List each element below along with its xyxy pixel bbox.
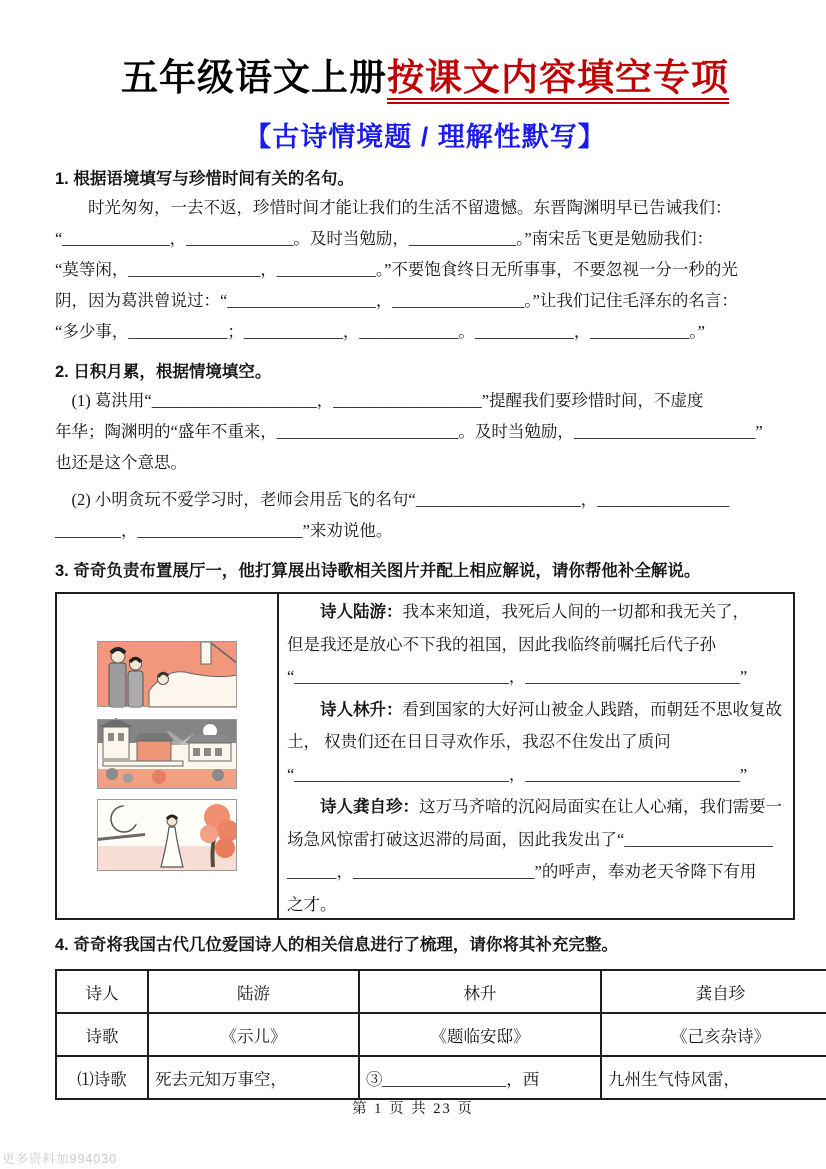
- page-number-footer: 第 1 页 共 23 页: [352, 1101, 474, 1117]
- q1-line-2: “_____________，_____________。及时当勉励，_____________。”南宋岳飞更是勉励我们：: [55, 229, 714, 249]
- poets-table-poem-row: [56, 1013, 826, 1056]
- exhibit-text-cell: [279, 594, 793, 918]
- poet-gongzizhen-line-4: 之才。: [287, 894, 337, 914]
- q2-item1-line-2: 年华；陶渊明的“盛年不重来，______________________。及时当勉励，______________________”: [55, 422, 763, 442]
- poet-gongzizhen-line-2: 场急风惊雷打破这迟滞的局面，因此我发出了“__________________: [287, 829, 773, 849]
- poet-gongzizhen-label: 诗人龚自珍：: [320, 798, 419, 817]
- q1-line-3: “莫等闲，________________，____________。”不要饱食终日无所事事，不要忽视一分一秒的光: [55, 260, 738, 280]
- q2-item2-line-2: ________，____________________”来劝说他。: [55, 521, 393, 541]
- poets-table-cell: 诗人: [56, 970, 148, 1013]
- question-1-heading: 1. 根据语境填写与珍惜时间有关的名句。: [55, 170, 354, 189]
- poets-table-cell: 《题临安邸》: [359, 1013, 601, 1056]
- q1-line-4: 阴，因为葛洪曾说过：“__________________，________________。”让我们记住毛泽东的名言：: [55, 291, 738, 311]
- poet-linsheng-blank-line: “__________________________，__________________________”: [287, 764, 748, 784]
- poets-table-cell: 《己亥杂诗》: [601, 1013, 826, 1056]
- poets-table-cell: 《示儿》: [148, 1013, 359, 1056]
- poets-table-verse-row: [56, 1056, 826, 1099]
- poet-gongzizhen-line-3: ______，______________________”的呼声，奉劝老天爷降下有用: [287, 862, 757, 882]
- document-subtitle: 【古诗情境题 / 理解性默写】: [244, 122, 606, 153]
- poets-table: [55, 969, 826, 1100]
- exhibit-image-cell: [57, 594, 279, 918]
- document-title: [55, 56, 795, 100]
- poet-linsheng-line-1: 诗人林升：看到国家的大好河山被金人践踏，而朝廷不思收复故: [320, 699, 782, 719]
- exhibit-table: [55, 592, 795, 920]
- poets-table-cell: ⑴诗歌: [56, 1056, 148, 1099]
- poet-linsheng-label: 诗人林升：: [320, 700, 403, 719]
- poets-table-cell: 九州生气恃风雷，: [601, 1056, 826, 1099]
- q1-line-5: “多少事，____________；____________，____________。____________，____________。”: [55, 322, 705, 342]
- poets-table-cell: ③_______________，西: [359, 1056, 601, 1099]
- city-lake-scene-panel: [97, 718, 237, 789]
- riverside-figure-scene-panel: [97, 799, 237, 871]
- poet-linsheng-line-2: 土， 权贵们还在日日寻欢作乐，我忍不住发出了质问: [287, 732, 671, 752]
- poets-table-cell: 龚自珍: [601, 970, 826, 1013]
- poem-illustration: [97, 641, 237, 871]
- poets-table-header-row: [56, 970, 826, 1013]
- q2-item2-line-1: (2) 小明贪玩不爱学习时，老师会用岳飞的名句“____________________，________________: [71, 490, 730, 510]
- poet-gongzizhen-line-1: 诗人龚自珍：这万马齐喑的沉闷局面实在让人心痛，我们需要一: [320, 797, 782, 817]
- poets-table-cell: 诗歌: [56, 1013, 148, 1056]
- poet-luyou-blank-line: “__________________________，__________________________”: [287, 667, 748, 687]
- poets-table-cell: 林升: [359, 970, 601, 1013]
- poet-luyou-label: 诗人陆游：: [320, 603, 403, 622]
- deathbed-scene-panel: [97, 641, 237, 707]
- question-2-heading: 2. 日积月累，根据情境填空。: [55, 363, 272, 382]
- poet-luyou-line-1: 诗人陆游：我本来知道，我死后人间的一切都和我无关了，: [320, 602, 749, 622]
- question-3-heading: 3. 奇奇负责布置展厅一，他打算展出诗歌相关图片并配上相应解说，请你帮他补全解说。: [55, 562, 701, 581]
- title-topic-part: 按课文内容填空专项: [387, 57, 729, 104]
- q2-item1-line-1: (1) 葛洪用“____________________，__________________”提醒我们要珍惜时间，不虚度: [71, 391, 704, 411]
- title-grade-part: 五年级语文上册: [121, 57, 387, 98]
- q1-line-1: 时光匆匆，一去不返，珍惜时间才能让我们的生活不留遗憾。东晋陶渊明早已告诫我们：: [88, 198, 732, 218]
- poets-table-cell: 陆游: [148, 970, 359, 1013]
- question-4-heading: 4. 奇奇将我国古代几位爱国诗人的相关信息进行了梳理，请你将其补充完整。: [55, 936, 618, 955]
- poets-table-cell: 死去元知万事空，: [148, 1056, 359, 1099]
- watermark: 更多资料加994030: [2, 1152, 118, 1166]
- q2-item1-line-3: 也还是这个意思。: [55, 453, 187, 473]
- poet-luyou-line-2: 但是我还是放心不下我的祖国，因此我临终前嘱托后代子孙: [287, 634, 716, 654]
